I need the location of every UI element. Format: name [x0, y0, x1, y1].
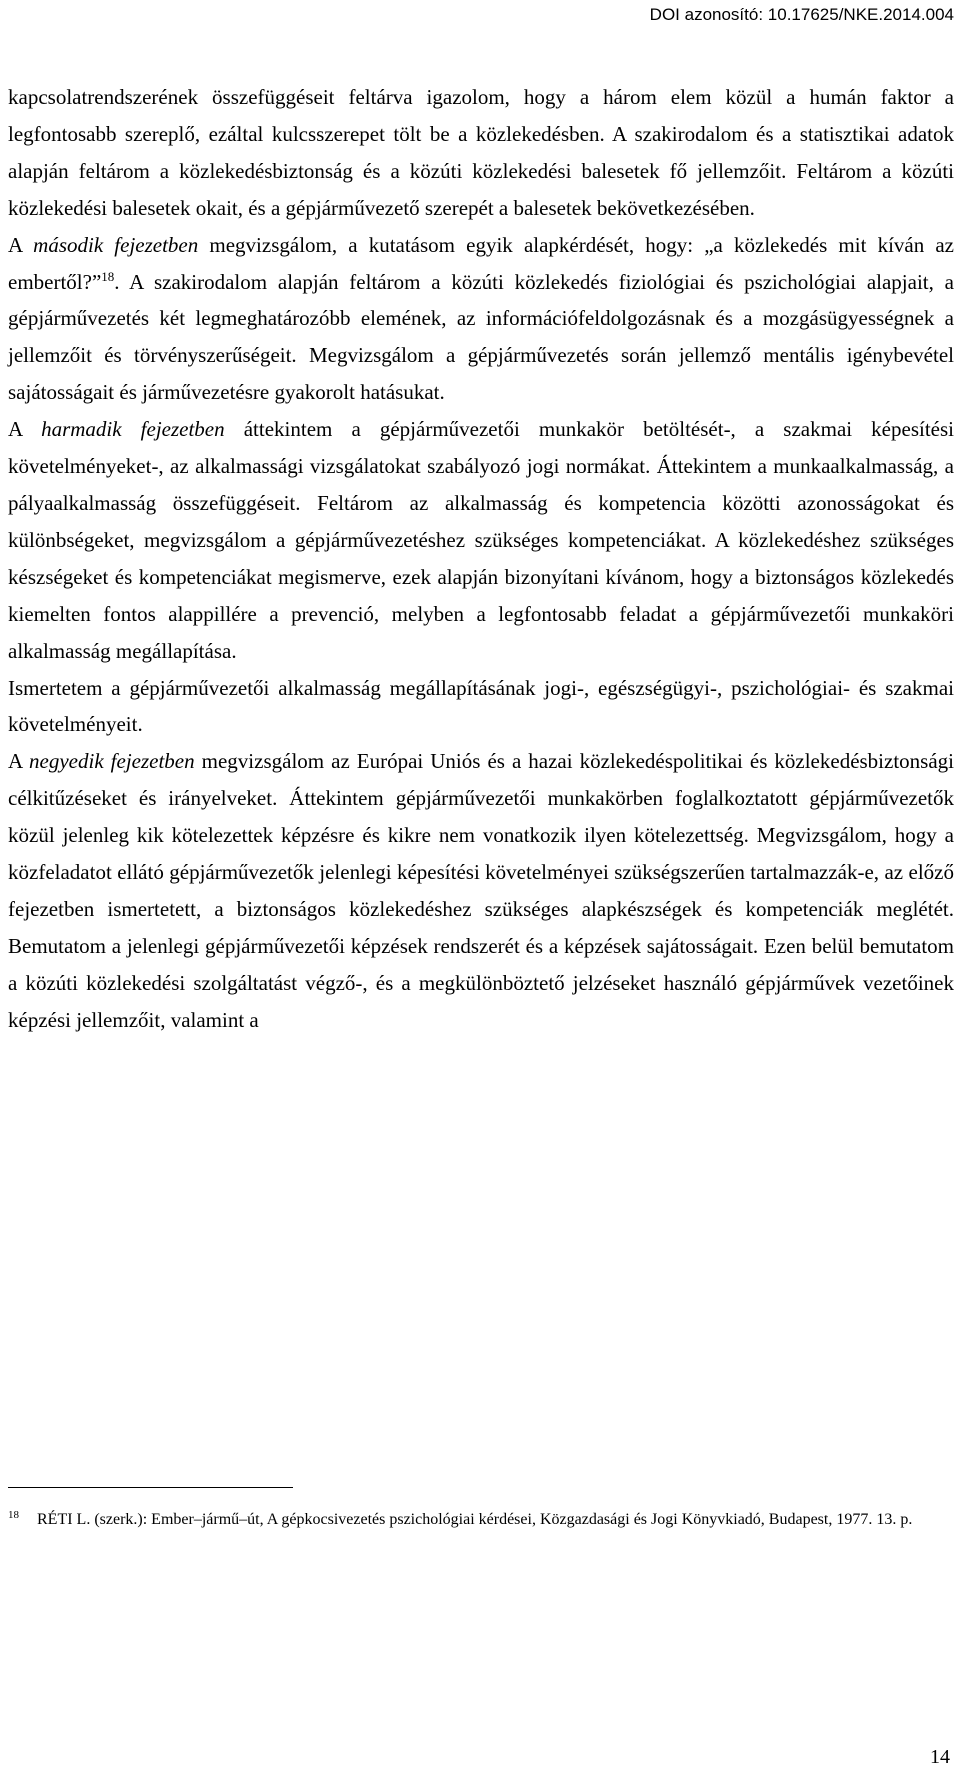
- paragraph-requirements-text: Ismertetem a gépjárművezetői alkalmasság megállapításának jogi-, egészségügyi-, pszichológiai- és szakmai követelményeit.: [8, 675, 954, 737]
- body-text: [8, 79, 954, 1039]
- chapter-three-text: áttekintem a gépjárművezetői munkakör betöltését-, a szakmai képesítési követelményeket-, az alkalmassági vizsgálatokat szabályozó jogi normákat. Áttekintem a munkaalkalmasság, a pályaalkalmasság összefüggéseit. Feltárom az alkalmasság és kompetencia közötti azonosságokat és különbségeket, megvizsgálom a gépjárművezetéshez szükséges kompetenciákat. A közlekedéshez szükséges készségeket és kompetenciákat megismerve, ezek alapján bizonyítani kívánom, hogy a biztonságos közlekedés kiemelten fontos alappillére a prevenció, melyben a legfontosabb feladat a gépjárművezetői munkaköri alkalmasság megállapítása.: [8, 417, 954, 663]
- paragraph-chapter-three: [8, 411, 954, 669]
- doi-header: DOI azonosító: 10.17625/NKE.2014.004: [649, 5, 954, 24]
- chapter-three-heading: harmadik fejezetben: [41, 417, 225, 442]
- paragraph-intro: [8, 79, 954, 227]
- chapter-three-lead: A: [8, 417, 42, 442]
- footnote-separator: [8, 1487, 293, 1488]
- paragraph-chapter-two: [8, 227, 954, 412]
- page-number: 14: [930, 1746, 950, 1768]
- paragraph-intro-text: kapcsolatrendszerének összefüggéseit feltárva igazolom, hogy a három elem közül a humán faktor a legfontosabb szereplő, ezáltal kulcsszerepet tölt be a közlekedésben. A szakirodalom és a statisztikai adatok alapján feltárom a közlekedésbiztonság és a közúti közlekedési balesetek fő jellemzőit. Feltárom a közúti közlekedési balesetek okait, és a gépjárművezető szerepét a balesetek bekövetkezésében.: [8, 85, 954, 220]
- paragraph-requirements: [8, 670, 954, 744]
- chapter-two-text-a: megvizsgálom, a kutatásom egyik alapkérdését, hogy: „a közlekedés mit kíván az embertől?”: [8, 232, 955, 294]
- chapter-four-heading: negyedik fejezetben: [29, 749, 195, 774]
- chapter-two-text-b: . A szakirodalom alapján feltárom a közúti közlekedés fiziológiai és pszichológiai alapjait, a gépjárművezetés két legmeghatározóbb elemének, az információfeldolgozásnak és a mozgásügyességnek a jellemzőit és törvényszerűségeit. Megvizsgálom a gépjárművezetés során jellemző mentális igénybevétel sajátosságait és járművezetésre gyakorolt hatásukat.: [8, 269, 954, 405]
- paragraph-chapter-four: [8, 743, 954, 1038]
- chapter-two-lead: A: [8, 232, 34, 257]
- chapter-four-text: megvizsgálom az Európai Uniós és a hazai közlekedéspolitikai és közlekedésbiztonsági célkitűzéseket és irányelveket. Áttekintem gépjárművezetői munkakörben foglalkoztatott gépjárművezetők közül jelenleg kik kötelezettek képzésre és kikre nem vonatkozik ilyen kötelezettség. Megvizsgálom, hogy a közfeladatot ellátó gépjárművezetők jelenlegi képesítési követelményei szükségszerűen tartalmazzák-e, az előző fejezetben ismertetett, a biztonságos közlekedéshez szükséges alapkészségek és kompetenciák meglétét. Bemutatom a jelenlegi gépjárművezetői képzések rendszerét és a képzések sajátosságait. Ezen belül bemutatom a közúti közlekedési szolgáltatást végző-, és a megkülönböztető jelzéseket használó gépjárművek vezetőinek képzési jellemzőit, valamint a: [8, 749, 954, 1032]
- footnote-reference[interactable]: 18: [101, 268, 115, 284]
- footnote-text: RÉTI L. (szerk.): Ember–jármű–út, A gépkocsivezetés pszichológiai kérdései, Közgazdasági és Jogi Könyvkiadó, Budapest, 1977. 13. p.: [37, 1511, 913, 1528]
- chapter-two-heading: második fejezetben: [33, 232, 199, 257]
- footnote: 18 RÉTI L. (szerk.): Ember–jármű–út, A gépkocsivezetés pszichológiai kérdései, Közgazdasági és Jogi Könyvkiadó, Budapest, 1977. 13. p.: [8, 1508, 913, 1528]
- chapter-four-lead: A: [8, 749, 30, 774]
